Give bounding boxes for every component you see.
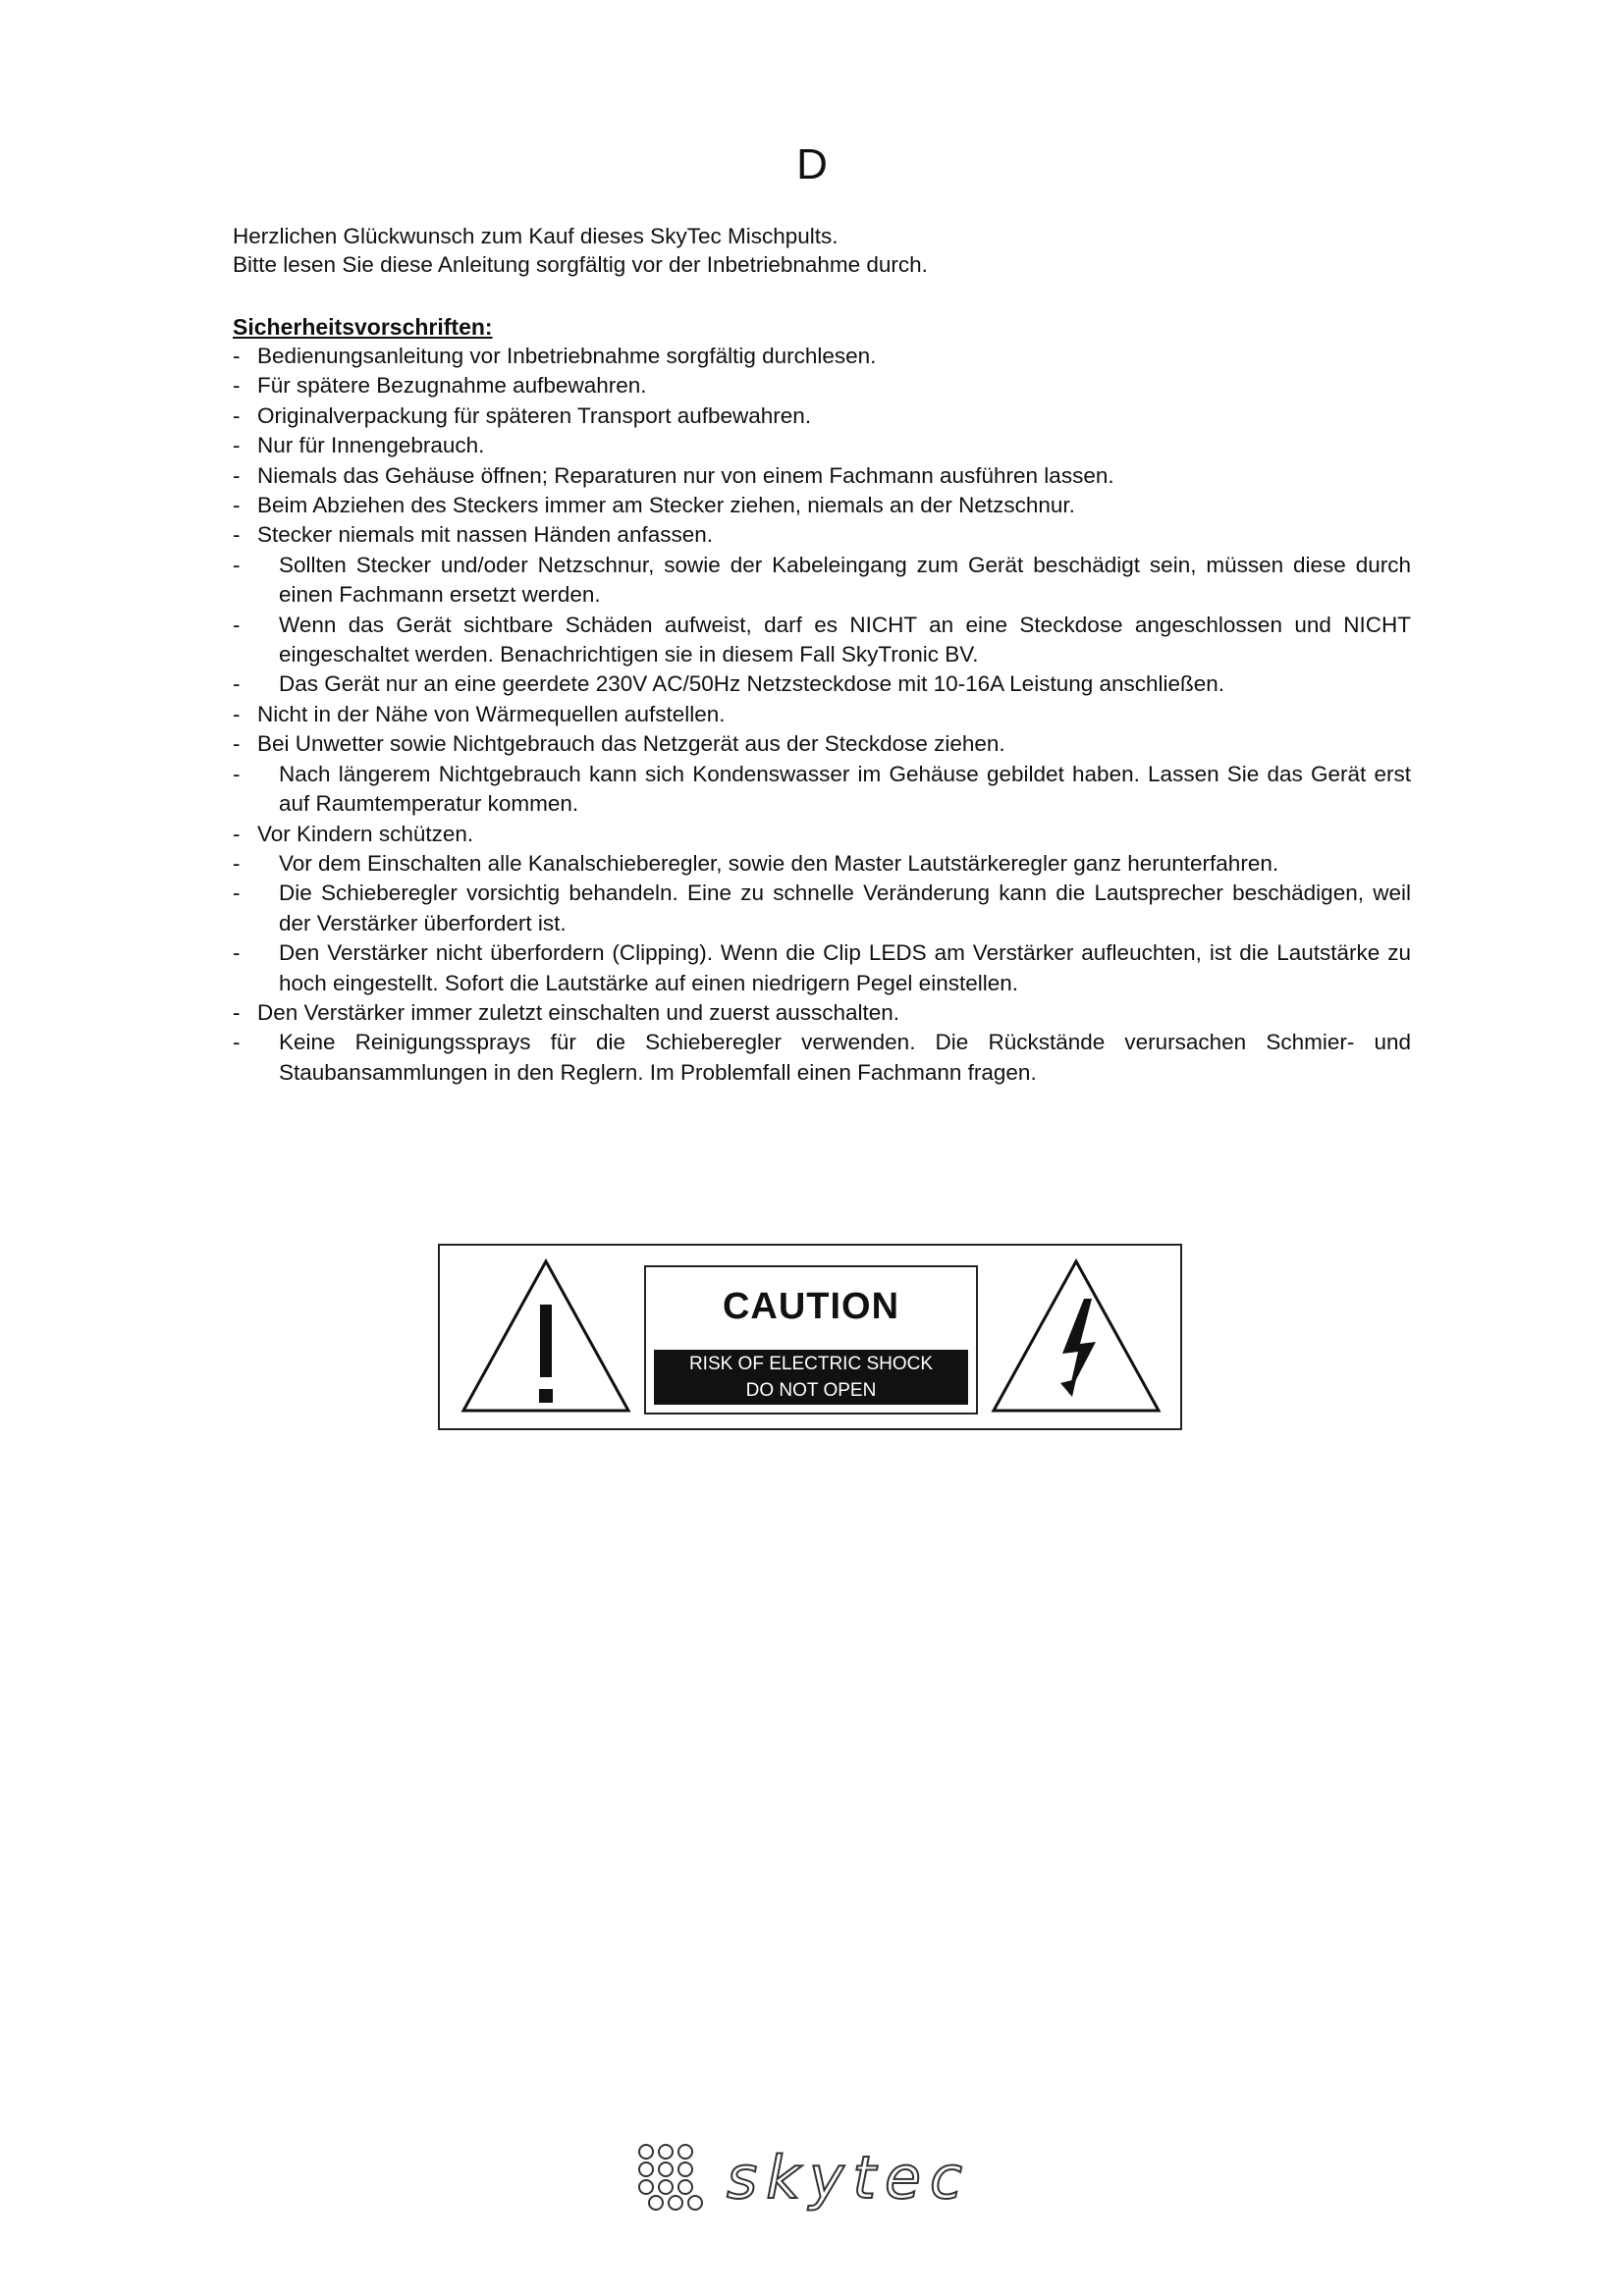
rule-text: Vor Kindern schützen. — [257, 821, 474, 846]
exclamation-warning-icon — [460, 1257, 632, 1416]
safety-rule — [233, 879, 1411, 938]
safety-rule — [233, 371, 1411, 400]
safety-rule — [233, 938, 1411, 998]
rule-dash: - — [233, 761, 241, 786]
skytec-dots-logo-icon — [628, 2138, 717, 2216]
caution-title: CAUTION — [722, 1286, 900, 1327]
rule-dash: - — [233, 850, 241, 876]
rule-text: Originalverpackung für späteren Transport aufbewahren. — [257, 402, 812, 428]
rule-dash: - — [233, 522, 241, 548]
intro-line-1: Herzlichen Glückwunsch zum Kauf dieses SkyTec Mischpults. — [233, 224, 839, 248]
rule-text: Das Gerät nur an eine geerdete 230V AC/50Hz Netzsteckdose mit 10-16A Leistung anschließen. — [279, 671, 1225, 697]
safety-rule — [233, 998, 1411, 1028]
safety-rule — [233, 760, 1411, 820]
rule-dash: - — [233, 821, 241, 846]
rule-text: Den Verstärker nicht überfordern (Clipping). Wenn die Clip LEDS am Verstärker aufleuchten, ist die Lautstärke zu hoch eingestellt. Sofort die Lautstärke auf einen niedrigern Pegel einstellen. — [279, 940, 1411, 995]
rule-dash: - — [233, 940, 241, 966]
safety-rule — [233, 1028, 1411, 1088]
rule-dash: - — [233, 344, 241, 368]
rule-text: Beim Abziehen des Steckers immer am Stecker ziehen, niemals an der Netzschnur. — [257, 493, 1075, 518]
safety-rule — [233, 401, 1411, 431]
rule-dash: - — [233, 701, 241, 726]
safety-rule — [233, 669, 1411, 699]
rule-dash: - — [233, 731, 241, 757]
caution-center-box — [644, 1265, 978, 1415]
electric-shock-icon — [990, 1257, 1163, 1416]
skytec-logo-text: skytec — [727, 2144, 971, 2213]
rule-text: Die Schieberegler vorsichtig behandeln. Eine zu schnelle Veränderung kann die Lautsprecher beschädigen, weil der Verstärker überfordert ist. — [279, 881, 1411, 935]
safety-rule — [233, 611, 1411, 670]
rule-text: Vor dem Einschalten alle Kanalschieberegler, sowie den Master Lautstärkeregler ganz herunterfahren. — [279, 850, 1279, 876]
rule-dash: - — [233, 671, 241, 697]
safety-rule — [233, 551, 1411, 611]
rule-text: Keine Reinigungssprays für die Schieberegler verwenden. Die Rückstände verursachen Schmier- und Staubansammlungen in den Reglern. Im Problemfall einen Fachmann fragen. — [279, 1030, 1411, 1085]
rule-text: Bei Unwetter sowie Nichtgebrauch das Netzgerät aus der Steckdose ziehen. — [257, 731, 1005, 757]
rule-dash: - — [233, 1030, 241, 1055]
rule-text: Bedienungsanleitung vor Inbetriebnahme sorgfältig durchlesen. — [257, 344, 877, 368]
rule-text: Wenn das Gerät sichtbare Schäden aufweist, darf es NICHT an eine Steckdose angeschlossen und NICHT eingeschaltet werden. Benachrichtigen sie in diesem Fall SkyTronic BV. — [279, 612, 1411, 667]
safety-rules-list — [233, 342, 1411, 1088]
rule-text: Nicht in der Nähe von Wärmequellen aufstellen. — [257, 701, 726, 726]
rule-text: Für spätere Bezugnahme aufbewahren. — [257, 373, 647, 399]
safety-heading: Sicherheitsvorschriften: — [233, 314, 493, 340]
rule-text: Sollten Stecker und/oder Netzschnur, sowie der Kabeleingang zum Gerät beschädigt sein, müssen diese durch einen Fachmann ersetzt werden. — [279, 552, 1411, 608]
caution-line-1: RISK OF ELECTRIC SHOCK — [688, 1354, 934, 1374]
rule-text: Den Verstärker immer zuletzt einschalten und zuerst ausschalten. — [257, 999, 900, 1025]
safety-rule — [233, 729, 1411, 759]
rule-dash: - — [233, 373, 241, 399]
rule-dash: - — [233, 612, 241, 637]
rule-dash: - — [233, 493, 241, 518]
safety-rule — [233, 820, 1411, 849]
safety-rule — [233, 849, 1411, 879]
caution-label — [438, 1244, 1182, 1430]
rule-text: Niemals das Gehäuse öffnen; Reparaturen nur von einem Fachmann ausführen lassen. — [257, 462, 1114, 488]
rule-text: Nur für Innengebrauch. — [257, 433, 485, 458]
rule-dash: - — [233, 881, 241, 906]
intro-text — [233, 222, 1411, 279]
safety-rule — [233, 520, 1411, 550]
rule-dash: - — [233, 552, 241, 577]
intro-line-2: Bitte lesen Sie diese Anleitung sorgfältig vor der Inbetriebnahme durch. — [233, 252, 928, 277]
rule-dash: - — [233, 999, 241, 1025]
safety-rule — [233, 431, 1411, 460]
skytec-logo — [628, 2138, 1001, 2216]
safety-section — [233, 312, 1411, 1088]
rule-text: Stecker niemals mit nassen Händen anfassen. — [257, 522, 713, 548]
caution-line-2: DO NOT OPEN — [745, 1380, 877, 1401]
safety-rule — [233, 342, 1411, 371]
rule-dash: - — [233, 462, 241, 488]
rule-dash: - — [233, 433, 241, 458]
rule-text: Nach längerem Nichtgebrauch kann sich Kondenswasser im Gehäuse gebildet haben. Lassen Sie das Gerät erst auf Raumtemperatur kommen. — [279, 761, 1411, 817]
safety-rule — [233, 491, 1411, 520]
rule-dash: - — [233, 402, 241, 428]
caution-warning-band — [654, 1350, 968, 1405]
language-letter: D — [796, 140, 828, 188]
safety-rule — [233, 700, 1411, 729]
safety-rule — [233, 461, 1411, 491]
